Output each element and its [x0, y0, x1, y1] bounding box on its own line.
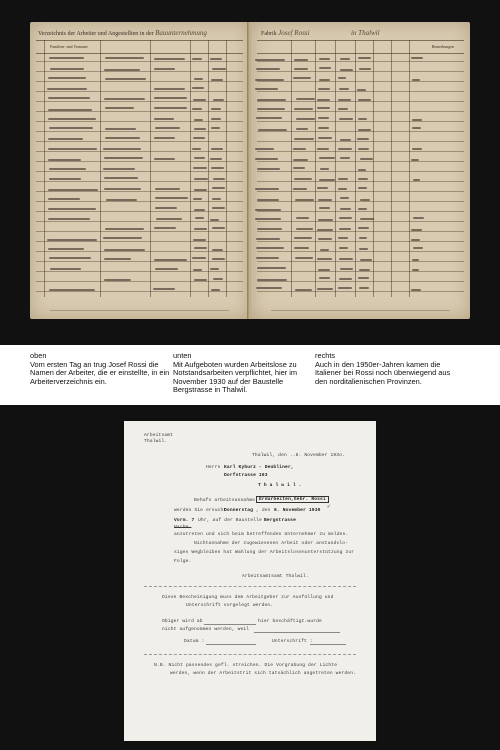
handwritten-entry: [194, 209, 205, 211]
handwritten-entry: [359, 68, 371, 70]
handwritten-entry: [193, 239, 206, 241]
employer-stamp: Erdarbeiten,Gebr. Rossi: [256, 496, 329, 503]
body-date: 6. November 1930: [274, 508, 321, 513]
handwritten-entry: [154, 68, 176, 70]
handwritten-entry: [212, 198, 221, 200]
handwritten-entry: [338, 99, 351, 101]
handwritten-entry: [360, 218, 374, 220]
body-site: Bergstrasse: [264, 518, 296, 523]
separator-line: [144, 586, 356, 587]
handwritten-entry: [193, 198, 202, 200]
handwritten-entry: [358, 99, 370, 101]
handwritten-entry: [257, 99, 286, 101]
handwritten-entry: [358, 187, 367, 189]
handwritten-entry: [358, 178, 368, 180]
addressee-street: Dorfstrasse 103: [224, 473, 268, 478]
handwritten-entry: [212, 207, 225, 209]
office-header: Arbeitsamt Thalwil.: [144, 433, 174, 444]
handwritten-entry: [358, 129, 371, 131]
handwritten-entry: [210, 219, 219, 221]
handwritten-entry: [155, 207, 177, 209]
handwritten-entry: [340, 58, 350, 60]
handwritten-entry: [256, 287, 282, 289]
fill-line-1: Obiger wird ab: [162, 619, 203, 624]
handwritten-entry: [317, 258, 332, 260]
handwritten-entry: [257, 108, 285, 110]
body-line-3: Uhr, auf der Baustelle: [198, 518, 262, 523]
ledger-left-page: [30, 22, 249, 319]
handwritten-entry: [194, 157, 205, 159]
handwritten-entry: [106, 199, 138, 201]
handwritten-entry: [358, 277, 369, 279]
handwritten-entry: [340, 139, 352, 141]
body-line-7: Folge.: [174, 559, 192, 564]
handwritten-entry: [154, 118, 175, 120]
handwritten-entry: [255, 88, 278, 90]
handwritten-entry: [413, 247, 423, 249]
handwritten-entry: [194, 279, 206, 281]
ledger-book-photo: [30, 22, 470, 319]
handwritten-entry: [295, 257, 313, 259]
handwritten-entry: [293, 77, 311, 79]
handwritten-entry: [154, 58, 185, 60]
handwritten-entry: [318, 137, 333, 139]
handwritten-entry: [194, 247, 207, 249]
handwritten-entry: [294, 68, 308, 70]
top-photo-band: [0, 0, 500, 345]
handwritten-entry: [320, 168, 330, 170]
handwritten-entry: [339, 88, 349, 90]
handwritten-entry: [48, 97, 90, 99]
footnote-line-2: werden, wenn der Arbeitstrit sich tatsächlich angetreten werden.: [170, 671, 357, 676]
handwritten-entry: [296, 98, 315, 100]
handwritten-entry: [154, 259, 186, 261]
handwritten-entry: [360, 199, 370, 201]
handwritten-entry: [154, 97, 187, 99]
handwritten-entry: [212, 258, 225, 260]
handwritten-entry: [48, 198, 80, 200]
handwritten-entry: [339, 258, 353, 260]
handwritten-entry: [192, 87, 204, 89]
handwritten-entry: [257, 279, 286, 281]
handwritten-entry: [339, 278, 352, 280]
caption-right-label: rechts: [315, 351, 336, 360]
handwritten-entry: [317, 229, 333, 231]
handwritten-entry: [105, 78, 146, 80]
handwritten-entry: [293, 148, 306, 150]
handwritten-entry: [294, 178, 312, 180]
handwritten-entry: [211, 289, 220, 291]
handwritten-entry: [48, 109, 91, 111]
caption-bottom-text: Mit Aufgeboten wurden Arbeitslose zu Notstandsarbeiten verpflichtet, hier im November 1930 auf der Baustelle Bergstrasse in Thalwil.: [173, 359, 298, 395]
caption-top: [30, 352, 170, 386]
ledger-left-title: Verzeichnis der Arbeiter und Angestellten in der Bauunternehmung: [38, 29, 207, 37]
body-weekday: Donnerstag: [224, 508, 254, 513]
handwritten-entry: [48, 159, 80, 161]
handwritten-entry: [318, 199, 332, 201]
handwritten-entry: [211, 79, 223, 81]
handwritten-entry: [155, 127, 181, 129]
handwritten-entry: [358, 57, 371, 59]
handwritten-entry: [193, 99, 205, 101]
handwritten-entry: [340, 69, 354, 71]
handwritten-entry: [210, 158, 222, 160]
handwritten-entry: [193, 137, 205, 139]
handwritten-entry: [412, 119, 423, 121]
handwritten-entry: [256, 68, 279, 70]
handwritten-entry: [155, 268, 178, 270]
handwritten-entry: [359, 248, 368, 250]
handwritten-entry: [255, 158, 278, 160]
handwritten-entry: [155, 188, 179, 190]
handwritten-entry: [357, 89, 366, 91]
handwritten-entry: [211, 127, 220, 129]
fill-date-label: Datum :: [184, 639, 205, 644]
handwritten-entry: [194, 119, 203, 121]
caption-top-text: Vom ersten Tag an trug Josef Rossi die Namen der Arbeiter, die er einstellte, in ein Arbeiterverzeichnis ein.: [30, 359, 170, 386]
handwritten-entry: [193, 167, 207, 169]
handwritten-entry: [104, 98, 144, 100]
handwritten-entry: [340, 197, 349, 199]
handwritten-entry: [339, 228, 351, 230]
handwritten-entry: [194, 189, 207, 191]
handwritten-entry: [156, 218, 182, 220]
handwritten-entry: [104, 69, 140, 71]
footnote-line-1: N.B. Nicht passendes gefl. streichen. Die Vorgrabung der Lichte: [154, 663, 338, 668]
handwritten-entry: [212, 227, 225, 229]
handwritten-entry: [359, 269, 370, 271]
handwritten-entry: [339, 217, 351, 219]
signature-office: Arbeitsamtsamt Thalwil.: [242, 574, 309, 579]
handwritten-entry: [317, 148, 329, 150]
addressee-town: T h a l w i l .: [258, 483, 302, 488]
handwritten-entry: [210, 58, 221, 60]
fill-line-1b: hier beschäftigt.wurde: [258, 619, 322, 624]
handwritten-entry: [317, 288, 332, 290]
body-line-2: werden Sie ersucht: [174, 508, 227, 513]
ledger-right-header-row: Bemerkungen: [257, 40, 464, 54]
handwritten-entry: [155, 197, 188, 199]
caption-bottom-label: unten: [173, 351, 192, 360]
handwritten-entry: [105, 128, 136, 130]
addressee-name: Karl Kyburz - Deubliner,: [224, 465, 294, 470]
body-line-1: Behufs arbeitsannahme: [194, 498, 256, 503]
handwritten-entry: [210, 268, 218, 270]
handwritten-entry: [48, 189, 98, 191]
handwritten-entry: [255, 79, 284, 81]
handwritten-entry: [340, 268, 353, 270]
handwritten-entry: [257, 267, 286, 269]
body-line-5: Nichtannahme der zugewiesenen Arbeit oder anstandslo-: [194, 541, 349, 546]
handwritten-entry: [411, 159, 419, 161]
caption-top-label: oben: [30, 351, 47, 360]
handwritten-entry: [256, 247, 284, 249]
handwritten-entry: [105, 57, 145, 59]
caption-row: [0, 348, 500, 405]
handwritten-entry: [49, 178, 81, 180]
handwritten-entry: [154, 88, 185, 90]
handwritten-entry: [194, 78, 203, 80]
handwritten-entry: [255, 209, 281, 211]
handwritten-entry: [319, 207, 331, 209]
handwritten-entry: [296, 228, 314, 230]
addressee-label: Herrn: [206, 465, 221, 470]
handwritten-entry: [104, 188, 141, 190]
note-line-2: Unterschrift vorgelegt werden.: [186, 603, 274, 608]
ledger-left-header-row: Familien- und Vorname: [36, 40, 243, 54]
handwritten-entry: [317, 187, 328, 189]
handwritten-entry: [153, 288, 175, 290]
handwritten-entry: [212, 68, 226, 70]
handwritten-entry: [317, 107, 330, 109]
handwritten-entry: [50, 268, 81, 270]
handwritten-entry: [412, 127, 421, 129]
handwritten-entry: [154, 227, 176, 229]
document-date: Thalwil, den ..8. November 193o.: [252, 453, 346, 458]
handwritten-entry: [318, 117, 329, 119]
handwritten-entry: [49, 57, 84, 59]
handwritten-entry: [194, 128, 205, 130]
handwritten-entry: [318, 238, 332, 240]
handwritten-entry: [104, 279, 131, 281]
handwritten-entry: [257, 228, 282, 230]
caption-right: [315, 352, 455, 386]
handwritten-entry: [360, 259, 373, 261]
handwritten-entry: [319, 157, 335, 159]
handwritten-entry: [211, 118, 221, 120]
handwritten-entry: [193, 269, 202, 271]
handwritten-entry: [192, 257, 206, 259]
handwritten-entry: [294, 59, 308, 61]
work-summons-document: [124, 421, 376, 741]
handwritten-entry: [319, 67, 330, 69]
handwritten-entry: [359, 287, 369, 289]
handwritten-entry: [154, 107, 187, 109]
handwritten-entry: [294, 108, 313, 110]
handwritten-entry: [49, 127, 93, 129]
handwritten-entry: [358, 169, 366, 171]
handwritten-entry: [192, 108, 201, 110]
handwritten-entry: [47, 88, 87, 90]
fill-line-2: nicht aufgenommen werden, weil: [162, 627, 250, 632]
ledger-right-title: Fabrik Josef Rossi in Thalwil: [261, 29, 380, 37]
handwritten-entry: [211, 148, 222, 150]
handwritten-entry: [294, 237, 312, 239]
handwritten-entry: [318, 269, 330, 271]
handwritten-entry: [255, 218, 281, 220]
handwritten-entry: [255, 59, 285, 61]
handwritten-entry: [103, 237, 141, 239]
handwritten-entry: [257, 168, 280, 170]
handwritten-entry: [296, 128, 309, 130]
handwritten-entry: [255, 148, 274, 150]
handwritten-entry: [359, 237, 368, 239]
handwritten-entry: [411, 239, 420, 241]
body-struck-word: Nachm.: [174, 525, 192, 530]
handwritten-entry: [296, 118, 316, 120]
fill-signature-label: Unterschrift :: [272, 639, 313, 644]
check-mark: ✓: [327, 503, 331, 510]
note-line-1: Diese Bescheinigung muss dem Arbeitgeber zur Ausfüllung und: [162, 595, 334, 600]
handwritten-entry: [358, 208, 367, 210]
handwritten-entry: [340, 208, 351, 210]
handwritten-entry: [358, 118, 367, 120]
handwritten-entry: [48, 118, 96, 120]
handwritten-entry: [293, 167, 305, 169]
handwritten-entry: [413, 179, 420, 181]
handwritten-entry: [319, 79, 330, 81]
caption-right-text: Auch in den 1950er-Jahren kamen die Italiener bei Rossi noch überwiegend aus den norditalienischen Provinzen.: [315, 359, 451, 386]
handwritten-entry: [317, 99, 330, 101]
handwritten-entry: [50, 68, 85, 70]
handwritten-entry: [338, 287, 351, 289]
handwritten-entry: [104, 249, 145, 251]
handwritten-entry: [412, 148, 422, 150]
handwritten-entry: [318, 219, 332, 221]
handwritten-entry: [255, 188, 278, 190]
handwritten-entry: [411, 229, 422, 231]
handwritten-entry: [256, 238, 281, 240]
handwritten-entry: [192, 58, 202, 60]
body-line-2b: , den: [256, 508, 271, 513]
handwritten-entry: [154, 137, 174, 139]
handwritten-entry: [49, 168, 86, 170]
handwritten-entry: [105, 228, 145, 230]
handwritten-entry: [103, 168, 135, 170]
handwritten-entry: [320, 249, 330, 251]
handwritten-entry: [258, 129, 287, 131]
handwritten-entry: [47, 239, 96, 241]
handwritten-entry: [412, 259, 419, 261]
handwritten-entry: [319, 179, 334, 181]
handwritten-entry: [49, 257, 91, 259]
body-line-4: anzutreten und sich beim betreffenden Unternehmer zu melden.: [174, 532, 349, 537]
handwritten-entry: [212, 187, 225, 189]
body-line-6: siges Wegbleiben hat Wahlung der Arbeitslosenunterstützung zur: [174, 550, 355, 555]
handwritten-entry: [257, 199, 279, 201]
handwritten-entry: [48, 138, 83, 140]
handwritten-entry: [48, 148, 97, 150]
handwritten-entry: [338, 77, 347, 79]
handwritten-entry: [212, 249, 222, 251]
handwritten-entry: [295, 289, 311, 291]
handwritten-entry: [48, 218, 90, 220]
handwritten-entry: [293, 188, 307, 190]
handwritten-entry: [357, 138, 369, 140]
handwritten-entry: [48, 208, 96, 210]
handwritten-entry: [412, 269, 419, 271]
body-time: Vorm. 7: [174, 518, 195, 523]
handwritten-entry: [338, 188, 347, 190]
handwritten-entry: [213, 99, 224, 101]
handwritten-entry: [412, 79, 420, 81]
handwritten-entry: [411, 289, 422, 291]
separator-line-2: [144, 654, 356, 655]
handwritten-entry: [338, 148, 351, 150]
caption-bottom: [173, 352, 313, 395]
handwritten-entry: [49, 289, 95, 291]
handwritten-entry: [338, 108, 348, 110]
handwritten-entry: [411, 57, 423, 59]
handwritten-entry: [293, 159, 308, 161]
handwritten-entry: [295, 199, 314, 201]
handwritten-entry: [104, 177, 138, 179]
handwritten-entry: [339, 118, 353, 120]
handwritten-entry: [192, 148, 201, 150]
